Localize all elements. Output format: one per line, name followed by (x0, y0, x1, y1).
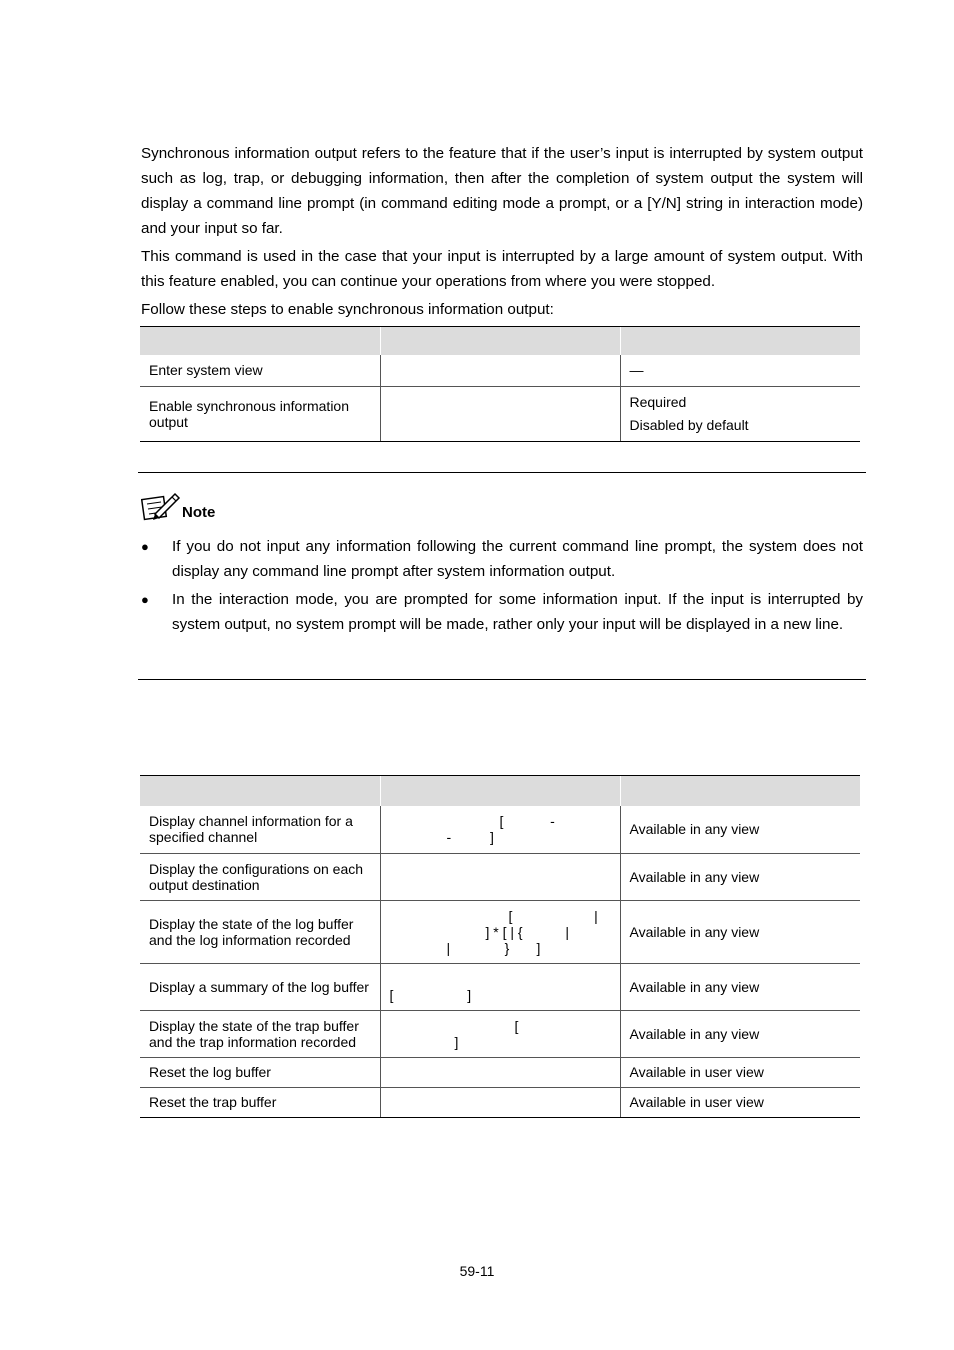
table-row (140, 386, 860, 441)
command-cell (380, 853, 620, 900)
command-fragment: ] * [ | { | (485, 923, 570, 940)
command-cell (380, 1010, 620, 1057)
table-header-row (140, 327, 860, 356)
remarks-cell: Available in user view (620, 1087, 860, 1117)
display-maintain-table (140, 775, 860, 1118)
note-bullet (141, 587, 863, 637)
remarks-default: Disabled by default (629, 416, 749, 433)
remarks-cell: — (620, 355, 860, 386)
action-cell: Enable synchronous information output (140, 386, 380, 441)
action-cell: Reset the log buffer (140, 1057, 380, 1087)
intro-paragraph: Synchronous information output refers to the feature that if the user’s input is interrupted by system output such as log, trap, or debugging information, then after the completion of system output the system will display a command line prompt (in command editing mode a prompt, or a [Y/N] string in interaction mode) and your input so far. (141, 145, 863, 237)
command-fragment: ] (454, 1033, 459, 1050)
table-row (140, 1010, 860, 1057)
steps-intro: Follow these steps to enable synchronous information output: (141, 301, 554, 318)
action-cell: Display the state of the trap buffer and the trap information recorded (140, 1010, 380, 1057)
note-top-rule (138, 472, 866, 473)
remarks-cell: Available in user view (620, 1057, 860, 1087)
table-row (140, 355, 860, 386)
action-cell: Display the state of the log buffer and the log information recorded (140, 900, 380, 963)
table-row (140, 1087, 860, 1117)
action-cell: Display a summary of the log buffer (140, 963, 380, 1010)
remarks-cell: Available in any view (620, 1010, 860, 1057)
command-cell (380, 1057, 620, 1087)
table-row (140, 1057, 860, 1087)
note-bullet-text: If you do not input any information following the current command line prompt, the system does not display any command line prompt after system information output. (172, 538, 863, 580)
bullet-dot-icon: ● (141, 592, 149, 607)
action-cell: Display the configurations on each output destination (140, 853, 380, 900)
note-title: Note (182, 504, 216, 521)
table-row (140, 853, 860, 900)
remarks-required: Required (629, 393, 687, 410)
table-row (140, 963, 860, 1010)
page-number: 59-11 (459, 1263, 495, 1279)
action-cell: Enter system view (140, 355, 380, 386)
command-cell (380, 355, 620, 386)
command-fragment: [ (514, 1017, 519, 1034)
bullet-dot-icon: ● (141, 539, 149, 554)
sync-output-steps-table (140, 326, 860, 442)
note-bullet-text: In the interaction mode, you are prompted for some information input. If the input is interrupted by system output, no system prompt will be made, rather only your input will be displayed in a new line. (172, 591, 863, 633)
command-fragment: [ | (508, 907, 598, 924)
note-bottom-rule (138, 679, 866, 680)
remarks-cell: Available in any view (620, 853, 860, 900)
command-cell (380, 1087, 620, 1117)
action-cell: Reset the trap buffer (140, 1087, 380, 1117)
command-fragment: [ ] (389, 986, 472, 1003)
note-bullet (141, 534, 863, 584)
command-fragment: - ] (446, 829, 494, 846)
table-header-row (140, 776, 860, 807)
remarks-cell: Available in any view (620, 900, 860, 963)
command-cell (380, 963, 620, 1010)
table-row (140, 806, 860, 853)
command-cell (380, 900, 620, 963)
table-row (140, 900, 860, 963)
remarks-cell (620, 386, 860, 441)
remarks-cell: Available in any view (620, 806, 860, 853)
command-fragment: | } ] (446, 939, 541, 956)
remarks-cell: Available in any view (620, 963, 860, 1010)
usage-paragraph: This command is used in the case that your input is interrupted by a large amount of system output. With this feature enabled, you can continue your operations from where you were stopped. (141, 248, 863, 290)
note-pencil-icon (141, 490, 181, 522)
command-cell (380, 386, 620, 441)
command-fragment: [ - (499, 813, 555, 830)
action-cell: Display channel information for a specified channel (140, 806, 380, 853)
command-cell (380, 806, 620, 853)
